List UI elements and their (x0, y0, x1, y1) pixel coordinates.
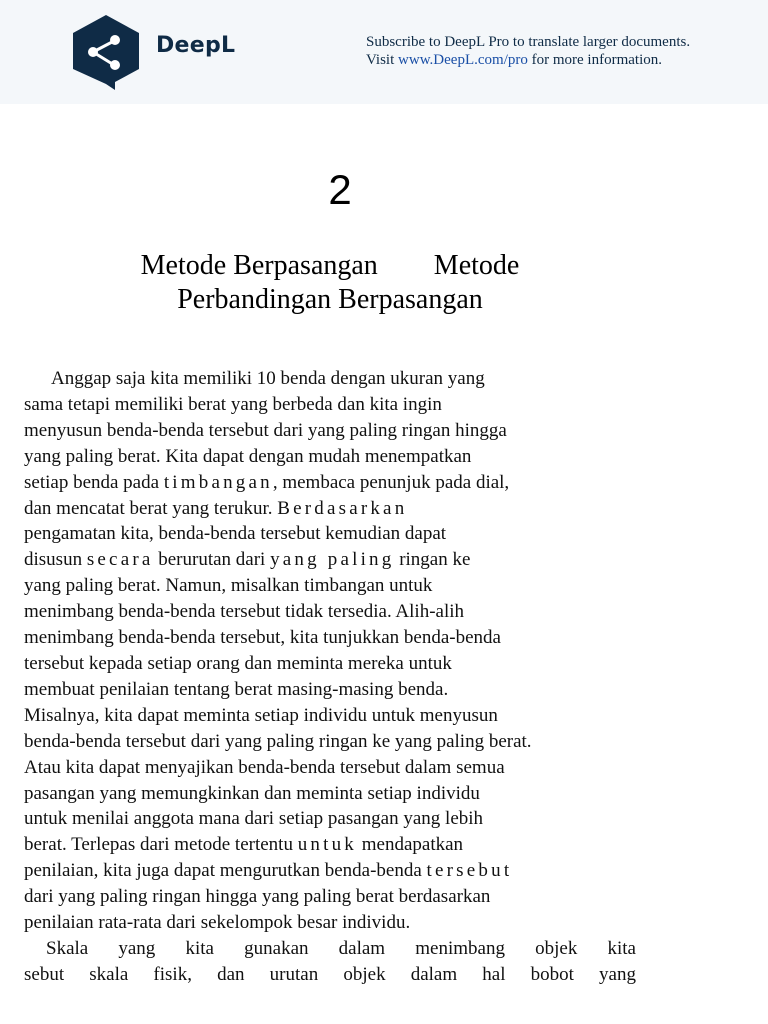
text-line: dari yang paling ringan hingga yang paling berat berdasarkan (24, 886, 491, 908)
text-line: pasangan yang memungkinkan dan meminta setiap individu (24, 782, 480, 804)
text-segment: penilaian, kita juga dapat mengurutkan benda-benda (24, 860, 422, 882)
text-segment: , membaca penunjuk pada dial, (272, 471, 510, 493)
text-line (24, 547, 644, 573)
title-part-2: Metode (433, 250, 520, 281)
text-line: Skala yang kita gunakan dalam menimbang objek kita (46, 938, 636, 959)
page-number: 2 (328, 166, 352, 213)
promo-line-1: Subscribe to DeepL Pro to translate larger documents. (366, 34, 691, 50)
text-line: benda-benda tersebut dari yang paling ringan ke yang paling berat. (24, 730, 532, 752)
text-line: untuk menilai anggota mana dari setiap pasangan yang lebih (24, 808, 484, 830)
text-line: sama tetapi memiliki berat yang berbeda dan kita ingin (24, 393, 442, 415)
brand-name: DeepL (156, 33, 236, 58)
text-line: pengamatan kita, benda-benda tersebut kemudian dapat (24, 523, 447, 545)
text-segment: secara (86, 549, 154, 571)
text-line: menimbang benda-benda tersebut tidak tersedia. Alih-alih (24, 601, 465, 623)
promo-suffix: for more information. (527, 52, 662, 68)
text-line: Anggap saja kita memiliki 10 benda dengan ukuran yang (51, 368, 485, 389)
text-line (24, 832, 644, 858)
promo-text (366, 33, 690, 69)
text-segment: mendapatkan (356, 834, 464, 856)
text-line: yang paling berat. Namun, misalkan timbangan untuk (24, 575, 433, 597)
text-line: yang paling berat. Kita dapat dengan mudah menempatkan (24, 445, 472, 467)
paragraph-2 (24, 936, 636, 988)
deepl-pro-link[interactable]: www.DeepL.com/pro (398, 52, 528, 68)
text-segment: yang paling (270, 549, 395, 571)
text-line: Atau kita dapat menyajikan benda-benda tersebut dalam semua (24, 756, 505, 778)
promo-line-2 (366, 51, 690, 69)
deepl-banner (0, 0, 768, 104)
text-line: membuat penilaian tentang berat masing-masing benda. (24, 678, 449, 700)
text-line: penilaian rata-rata dari sekelompok besar individu. (24, 912, 411, 934)
text-segment: Berdasarkan (277, 497, 408, 519)
text-segment: berat. Terlepas dari metode tertentu (24, 834, 293, 856)
deepl-logo-icon (69, 13, 143, 91)
chapter-title-line-2: Perbandingan Berpasangan (177, 284, 483, 315)
text-segment: dan mencatat berat yang terukur. (24, 497, 273, 519)
text-line: tersebut kepada setiap orang dan meminta mereka untuk (24, 652, 452, 674)
text-line (24, 858, 644, 884)
text-segment: disusun (24, 549, 83, 571)
text-line: menimbang benda-benda tersebut, kita tunjukkan benda-benda (24, 627, 501, 649)
text-segment: ringan ke (394, 549, 471, 571)
chapter-title-line-1 (90, 249, 570, 283)
text-segment: setiap benda pada (24, 471, 160, 493)
text-segment: untuk (297, 834, 357, 856)
text-line: sebut skala fisik, dan urutan objek dalam hal bobot yang (24, 964, 636, 985)
title-part-1: Metode Berpasangan (140, 250, 378, 281)
text-segment: tersebut (426, 860, 513, 882)
text-line (24, 496, 644, 522)
text-line: Misalnya, kita dapat meminta setiap individu untuk menyusun (24, 704, 498, 726)
text-segment: timbangan (163, 471, 273, 493)
paragraph-1 (24, 366, 644, 936)
text-segment: berurutan dari (153, 549, 266, 571)
promo-prefix: Visit (366, 52, 399, 68)
text-line: menyusun benda-benda tersebut dari yang paling ringan hingga (24, 419, 507, 441)
chapter-title (90, 249, 570, 317)
text-line (24, 470, 644, 496)
